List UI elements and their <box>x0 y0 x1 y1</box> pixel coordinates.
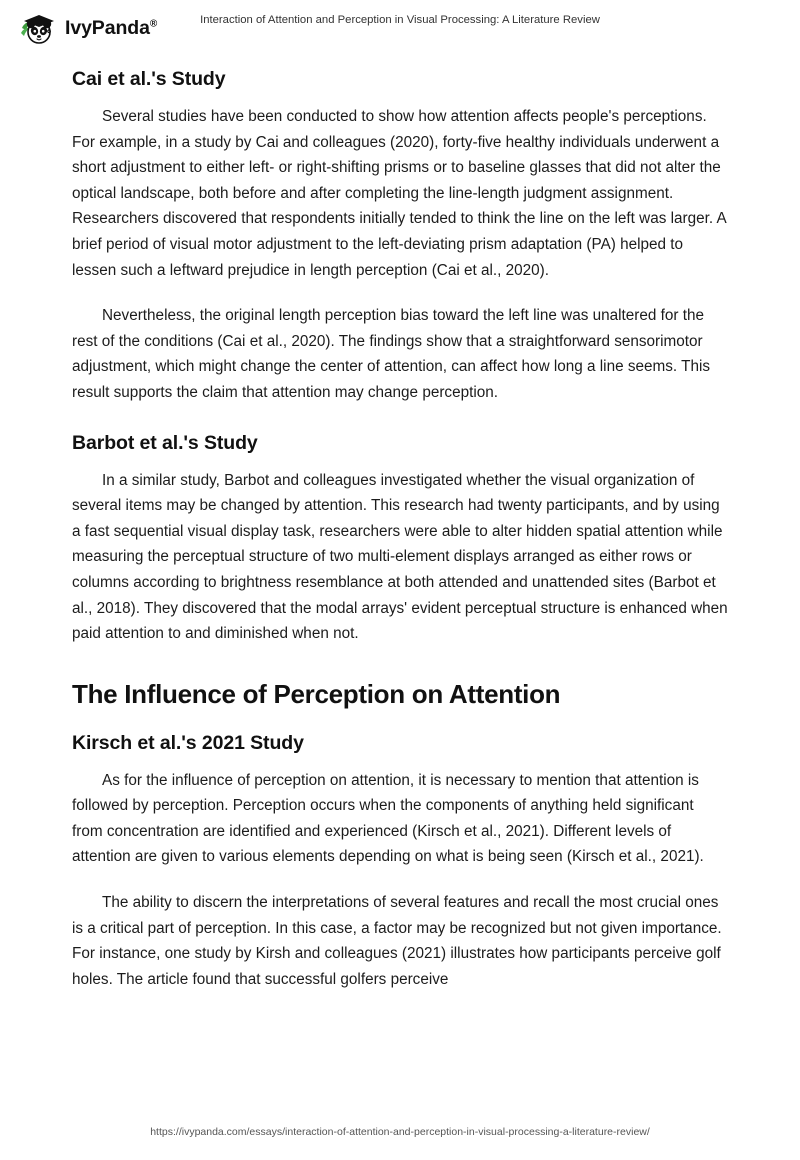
paragraph: In a similar study, Barbot and colleagues investigated whether the visual organization of several items may be changed by attention. This research had twenty participants, and by using a fast sequential visual display task, researchers were able to alter hidden spatial attention while measuring the perceptual structure of two multi-element displays arranged as either rows or columns according to brightness resemblance at both attended and unattended sites (Barbot et al., 2018). They discovered that the modal arrays' evident perceptual structure is enhanced when paid attention to and diminished when not. <box>72 471 728 643</box>
source-link[interactable]: https://ivypanda.com/essays/interaction-of-attention-and-perception-in-visual-processing-a-literature-review/ <box>150 1126 650 1138</box>
document-body <box>72 68 728 1012</box>
heading-kirsch-study: Kirsch et al.'s 2021 Study <box>72 731 304 754</box>
registered-mark: ® <box>149 18 158 29</box>
paragraph: As for the influence of perception on attention, it is necessary to mention that attention is followed by perception. Perception occurs when the components of anything held significant from concentration are identified and experienced (Kirsch et al., 2021). Different levels of attention are given to various elements depending on what is being seen (Kirsch et al., 2021). <box>72 771 704 866</box>
heading-influence-of-perception-on-attention: The Influence of Perception on Attention <box>72 678 561 709</box>
paragraph: The ability to discern the interpretations of several features and recall the most crucial ones is a critical part of perception. In this case, a factor may be recognized but not given importance. For instance, one study by Kirsh and colleagues (2021) illustrates how participants perceive golf holes. The article found that successful golfers perceive <box>72 894 722 988</box>
paragraph: Several studies have been conducted to show how attention affects people's perceptions. For example, in a study by Cai and colleagues (2020), forty-five healthy individuals underwent a short adjustment to either left- or right-shifting prisms or to baseline glasses that did not alter the optical landscape, both before and after completing the line-length judgment assignment. Researchers discovered that respondents initially tended to think the line on the left was larger. A brief period of visual motor adjustment to the left-deviating prism adaptation (PA) helped to lessen such a leftward prejudice in length perception (Cai et al., 2020). <box>72 108 726 279</box>
footer-url[interactable] <box>0 1126 800 1138</box>
heading-barbot-study: Barbot et al.'s Study <box>72 431 258 454</box>
paragraph: Nevertheless, the original length perception bias toward the left line was unaltered for the rest of the conditions (Cai et al., 2020). The findings show that a straightforward sensorimotor adjustment, which might change the center of attention, can affect how long a line seems. This result supports the claim that attention may change perception. <box>72 307 711 401</box>
heading-cai-study: Cai et al.'s Study <box>72 68 226 90</box>
brand-name: IvyPanda® <box>65 16 158 39</box>
document-title: Interaction of Attention and Perception in Visual Processing: A Literature Review <box>200 14 600 26</box>
page-header <box>0 0 800 56</box>
